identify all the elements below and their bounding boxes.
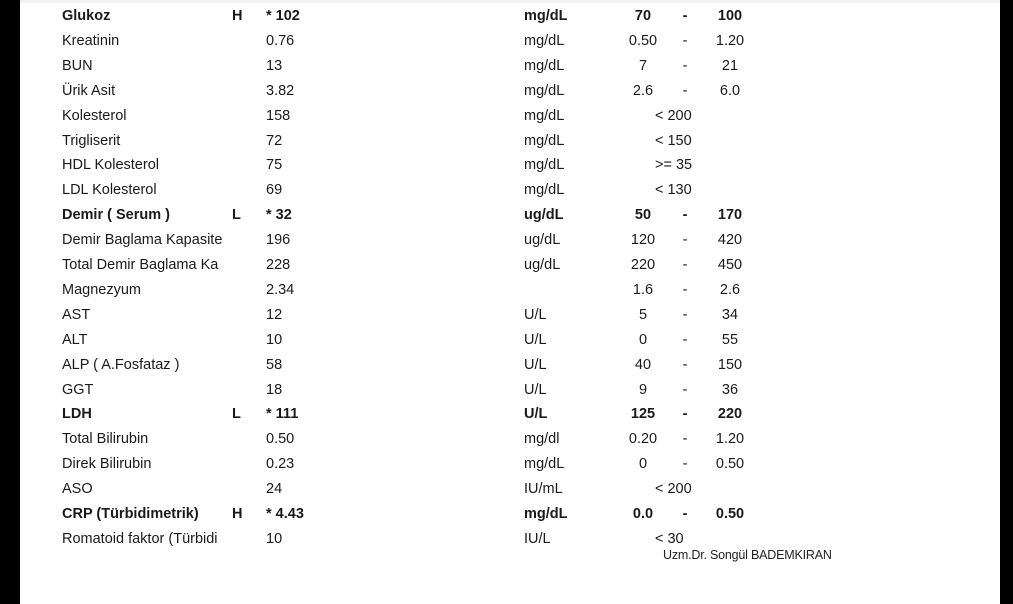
result-unit: mg/dL	[524, 132, 565, 149]
result-flag: H	[232, 8, 243, 24]
test-name: BUN	[62, 57, 93, 74]
reference-dash: -	[682, 331, 688, 348]
test-name: LDH	[62, 406, 92, 423]
result-unit: mg/dL	[524, 32, 565, 49]
result-row	[0, 79, 1000, 104]
test-name: ALT	[62, 331, 88, 348]
test-name: Total Bilirubin	[62, 431, 149, 448]
result-unit: mg/dL	[524, 506, 568, 522]
reference-low: 5	[638, 306, 648, 323]
result-unit: ug/dL	[524, 232, 561, 249]
result-row	[0, 402, 1000, 427]
reference-high: 6.0	[719, 82, 741, 99]
reference-dash: -	[682, 431, 688, 448]
result-unit: U/L	[524, 406, 548, 423]
result-row	[0, 378, 1000, 403]
result-unit: U/L	[524, 356, 547, 373]
reference-low: 40	[634, 356, 652, 373]
reference-range: < 150	[655, 132, 692, 149]
reference-high: 150	[717, 356, 743, 373]
reference-low: 2.6	[632, 82, 654, 99]
reference-high: 1.20	[715, 32, 745, 49]
reference-dash: -	[682, 506, 688, 522]
reference-low: 7	[638, 57, 648, 74]
test-name: Direk Bilirubin	[62, 456, 152, 473]
reference-high: 420	[717, 232, 743, 249]
reference-low: 125	[630, 406, 656, 423]
reference-high: 2.6	[719, 281, 741, 298]
reference-low: 1.6	[632, 281, 654, 298]
result-flag: H	[232, 506, 243, 522]
reference-low: 220	[630, 257, 656, 273]
result-unit: IU/mL	[524, 481, 563, 498]
result-value: * 111	[266, 406, 299, 423]
result-row	[0, 178, 1000, 203]
reference-high: 55	[721, 331, 739, 348]
reference-dash: -	[682, 232, 688, 249]
result-row	[0, 353, 1000, 378]
result-row	[0, 427, 1000, 452]
result-value: * 102	[266, 8, 300, 24]
test-name: AST	[62, 306, 91, 323]
result-value: 24	[266, 481, 283, 498]
result-unit: U/L	[524, 306, 547, 323]
result-value: 69	[266, 182, 283, 199]
result-value: 0.50	[266, 431, 295, 448]
result-unit: U/L	[524, 331, 547, 348]
reference-range: < 200	[655, 107, 692, 124]
result-value: 58	[266, 356, 283, 373]
test-name: ASO	[62, 481, 93, 498]
reference-low: 0	[638, 331, 648, 348]
test-name: Kreatinin	[62, 32, 120, 49]
test-name: Ürik Asit	[62, 82, 116, 99]
result-value: 72	[266, 132, 283, 149]
test-name: Trigliserit	[62, 132, 121, 149]
result-row	[0, 129, 1000, 154]
test-name: Demir ( Serum )	[62, 207, 170, 224]
reference-high: 450	[717, 257, 743, 273]
result-value: 196	[266, 232, 291, 249]
reference-high: 36	[721, 381, 739, 398]
result-value: 0.76	[266, 32, 295, 49]
reference-dash: -	[682, 207, 688, 224]
reference-low: 9	[638, 381, 648, 398]
reference-range: < 200	[655, 481, 692, 498]
reference-high: 21	[721, 57, 739, 74]
result-value: 13	[266, 57, 283, 74]
result-value: 75	[266, 157, 283, 174]
reference-high: 100	[717, 8, 743, 24]
result-value: 0.23	[266, 456, 295, 473]
reference-high: 34	[721, 306, 739, 323]
result-unit: mg/dL	[524, 8, 568, 24]
result-value: * 4.43	[266, 506, 304, 522]
reference-dash: -	[682, 257, 688, 273]
top-strip	[20, 0, 1000, 3]
test-name: Glukoz	[62, 8, 111, 24]
result-unit: mg/dL	[524, 182, 565, 199]
result-row	[0, 452, 1000, 477]
right-frame-border	[1000, 0, 1013, 604]
reference-dash: -	[682, 82, 688, 99]
test-name: Total Demir Baglama Ka	[62, 257, 219, 273]
reference-high: 0.50	[715, 506, 745, 522]
result-row	[0, 502, 1000, 527]
result-row	[0, 54, 1000, 79]
test-name: Demir Baglama Kapasite	[62, 232, 223, 249]
result-unit: mg/dL	[524, 82, 565, 99]
reference-high: 170	[717, 207, 743, 224]
result-row	[0, 303, 1000, 328]
result-value: 3.82	[266, 82, 295, 99]
test-name: HDL Kolesterol	[62, 157, 159, 174]
reference-dash: -	[682, 406, 688, 423]
result-unit: mg/dl	[524, 431, 560, 448]
reference-dash: -	[682, 281, 688, 298]
result-unit: ug/dL	[524, 207, 564, 224]
result-row	[0, 203, 1000, 228]
result-unit: mg/dL	[524, 57, 565, 74]
result-value: 228	[266, 257, 291, 273]
reference-dash: -	[682, 456, 688, 473]
result-value: 18	[266, 381, 283, 398]
test-name: LDL Kolesterol	[62, 182, 157, 199]
test-name: CRP (Türbidimetrik)	[62, 506, 199, 522]
test-name: ALP ( A.Fosfataz )	[62, 356, 180, 373]
test-name: Romatoid faktor (Türbidi	[62, 530, 218, 547]
result-row	[0, 4, 1000, 29]
doctor-signature: Uzm.Dr. Songül BADEMKIRAN	[663, 548, 832, 562]
reference-dash: -	[682, 356, 688, 373]
result-row	[0, 477, 1000, 502]
reference-dash: -	[682, 8, 688, 24]
reference-high: 1.20	[715, 431, 745, 448]
result-row	[0, 29, 1000, 54]
reference-low: 120	[630, 232, 656, 249]
result-row	[0, 104, 1000, 129]
reference-low: 0.0	[632, 506, 654, 522]
result-value: 10	[266, 331, 283, 348]
result-unit: mg/dL	[524, 157, 565, 174]
reference-range: >= 35	[655, 157, 693, 174]
result-unit: U/L	[524, 381, 547, 398]
reference-low: 50	[634, 207, 652, 224]
reference-low: 0.50	[628, 32, 658, 49]
reference-dash: -	[682, 306, 688, 323]
reference-dash: -	[682, 57, 688, 74]
result-value: 2.34	[266, 281, 295, 298]
reference-low: 0.20	[628, 431, 658, 448]
reference-high: 220	[717, 406, 743, 423]
result-row	[0, 278, 1000, 303]
result-flag: L	[232, 207, 241, 224]
result-value: 12	[266, 306, 283, 323]
reference-dash: -	[682, 381, 688, 398]
result-row	[0, 328, 1000, 353]
result-unit: mg/dL	[524, 107, 565, 124]
result-value: 158	[266, 107, 291, 124]
result-row	[0, 253, 1000, 278]
test-name: Kolesterol	[62, 107, 127, 124]
result-row	[0, 153, 1000, 178]
reference-high: 0.50	[715, 456, 745, 473]
result-unit: IU/L	[524, 530, 551, 547]
result-row	[0, 228, 1000, 253]
result-unit: mg/dL	[524, 456, 565, 473]
reference-range: < 130	[655, 182, 692, 199]
result-unit: ug/dL	[524, 257, 561, 273]
result-flag: L	[232, 406, 241, 423]
reference-low: 0	[638, 456, 648, 473]
test-name: GGT	[62, 381, 94, 398]
reference-dash: -	[682, 32, 688, 49]
reference-range: < 30	[655, 530, 684, 547]
reference-low: 70	[634, 8, 652, 24]
result-value: * 32	[266, 207, 292, 224]
result-row	[0, 527, 1000, 552]
result-value: 10	[266, 530, 283, 547]
test-name: Magnezyum	[62, 281, 141, 298]
